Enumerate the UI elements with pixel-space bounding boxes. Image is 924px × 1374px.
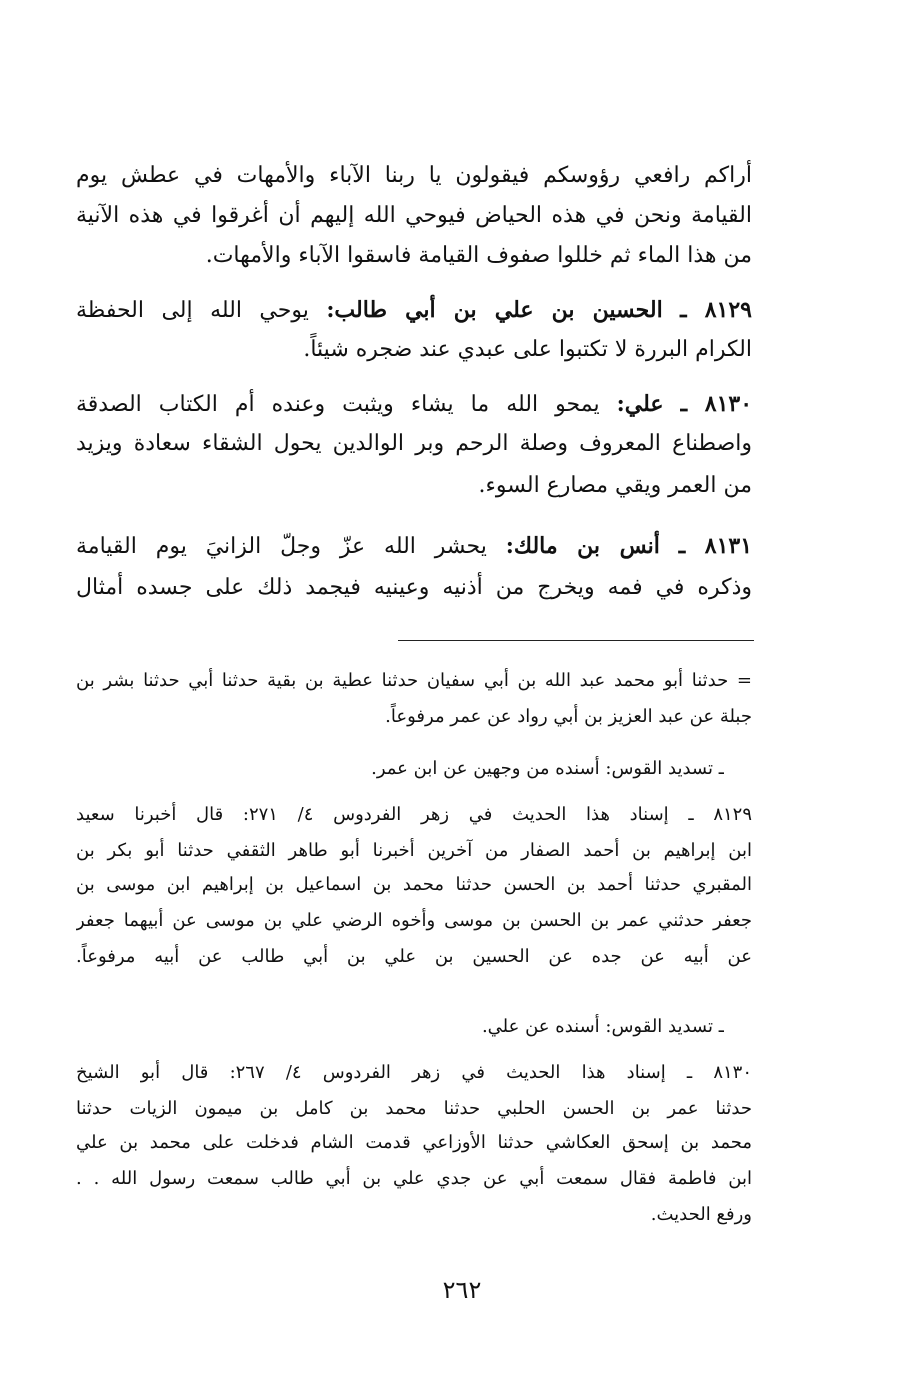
narrator-name: علي:	[616, 391, 664, 417]
hadith-8130-line	[76, 384, 752, 424]
page-number: ٢٦٢	[442, 1276, 482, 1304]
hadith-number: ٨١٣٠ ـ	[680, 391, 752, 417]
footnote-8129-line: ٨١٢٩ ـ إسناد هذا الحديث في زهر الفردوس ٤/ ٢٧١: قال أخبرنا سعيد	[76, 804, 752, 825]
footnote-line: المقبري حدثنا أحمد بن الحسن حدثنا محمد بن اسماعيل بن إبراهيم ابن موسى بن	[76, 874, 752, 895]
hadith-text: يحشر الله عزّ وجلّ الزانيَ يوم القيامة	[76, 534, 487, 559]
footnote-8130-line: ٨١٣٠ ـ إسناد هذا الحديث في زهر الفردوس ٤/ ٢٦٧: قال أبو الشيخ	[76, 1062, 752, 1083]
hadith-text: يوحي الله إلى الحفظة	[76, 298, 309, 323]
main-line: واصطناع المعروف وصلة الرحم وبر الوالدين يحول الشقاء سعادة ويزيد	[76, 431, 752, 456]
main-line: القيامة ونحن في هذه الحياض فيوحي الله إليهم أن أغرقوا في هذه الآنية	[76, 203, 752, 228]
footnote-line: محمد بن إسحق العكاشي حدثنا الأوزاعي قدمت الشام فدخلت على محمد بن علي	[76, 1132, 752, 1153]
footnote-separator	[398, 640, 754, 641]
hadith-8131-line	[76, 526, 752, 566]
hadith-number: ٨١٣١ ـ	[678, 533, 752, 559]
narrator-name: أنس بن مالك:	[505, 533, 660, 559]
footnote-line: ورفع الحديث.	[650, 1204, 752, 1225]
main-line: من هذا الماء ثم خللوا صفوف القيامة فاسقوا الآباء والأمهات.	[205, 243, 752, 268]
footnote-line: ـ تسديد القوس: أسنده من وجهين عن ابن عمر.	[371, 758, 724, 779]
hadith-8129-line	[76, 290, 752, 330]
hadith-text: يمحو الله ما يشاء ويثبت وعنده أم الكتاب الصدقة	[76, 392, 600, 417]
main-line: وذكره في فمه ويخرج من أذنيه وعينيه فيجمد ذلك على جسده أمثال	[76, 575, 752, 600]
main-line: أراكم رافعي رؤوسكم فيقولون يا ربنا الآباء والأمهات في عطش يوم	[76, 163, 752, 188]
footnote-line: عن أبيه عن جده عن الحسين بن علي بن أبي طالب عن أبيه مرفوعاً.	[76, 946, 752, 967]
narrator-name: الحسين بن علي بن أبي طالب:	[326, 297, 663, 323]
footnote-line: = حدثنا أبو محمد عبد الله بن أبي سفيان حدثنا عطية بن بقية حدثنا أبي حدثنا بشر بن	[76, 670, 752, 691]
footnote-line: ابن فاطمة فقال سمعت أبي عن جدي علي بن أبي طالب سمعت رسول الله . .	[76, 1168, 752, 1189]
footnote-line: جبلة عن عبد العزيز بن أبي رواد عن عمر مرفوعاً.	[385, 706, 752, 727]
footnote-line: جعفر حدثني عمر بن الحسن بن موسى وأخوه الرضي علي بن موسى عن أبيهما جعفر	[76, 910, 752, 931]
main-line: الكرام البررة لا تكتبوا على عبدي عند ضجره شيئاً.	[303, 337, 752, 362]
main-line: من العمر ويقي مصارع السوء.	[478, 473, 752, 498]
footnote-line: حدثنا عمر بن الحسن الحلبي حدثنا محمد بن كامل بن ميمون الزيات حدثنا	[76, 1098, 752, 1119]
footnote-line: ابن إبراهيم بن أحمد الصفار من آخرين أخبرنا أبو طاهر الثقفي حدثنا أبو بكر بن	[76, 840, 752, 861]
footnote-line: ـ تسديد القوس: أسنده عن علي.	[481, 1016, 724, 1037]
hadith-number: ٨١٢٩ ـ	[680, 297, 752, 323]
